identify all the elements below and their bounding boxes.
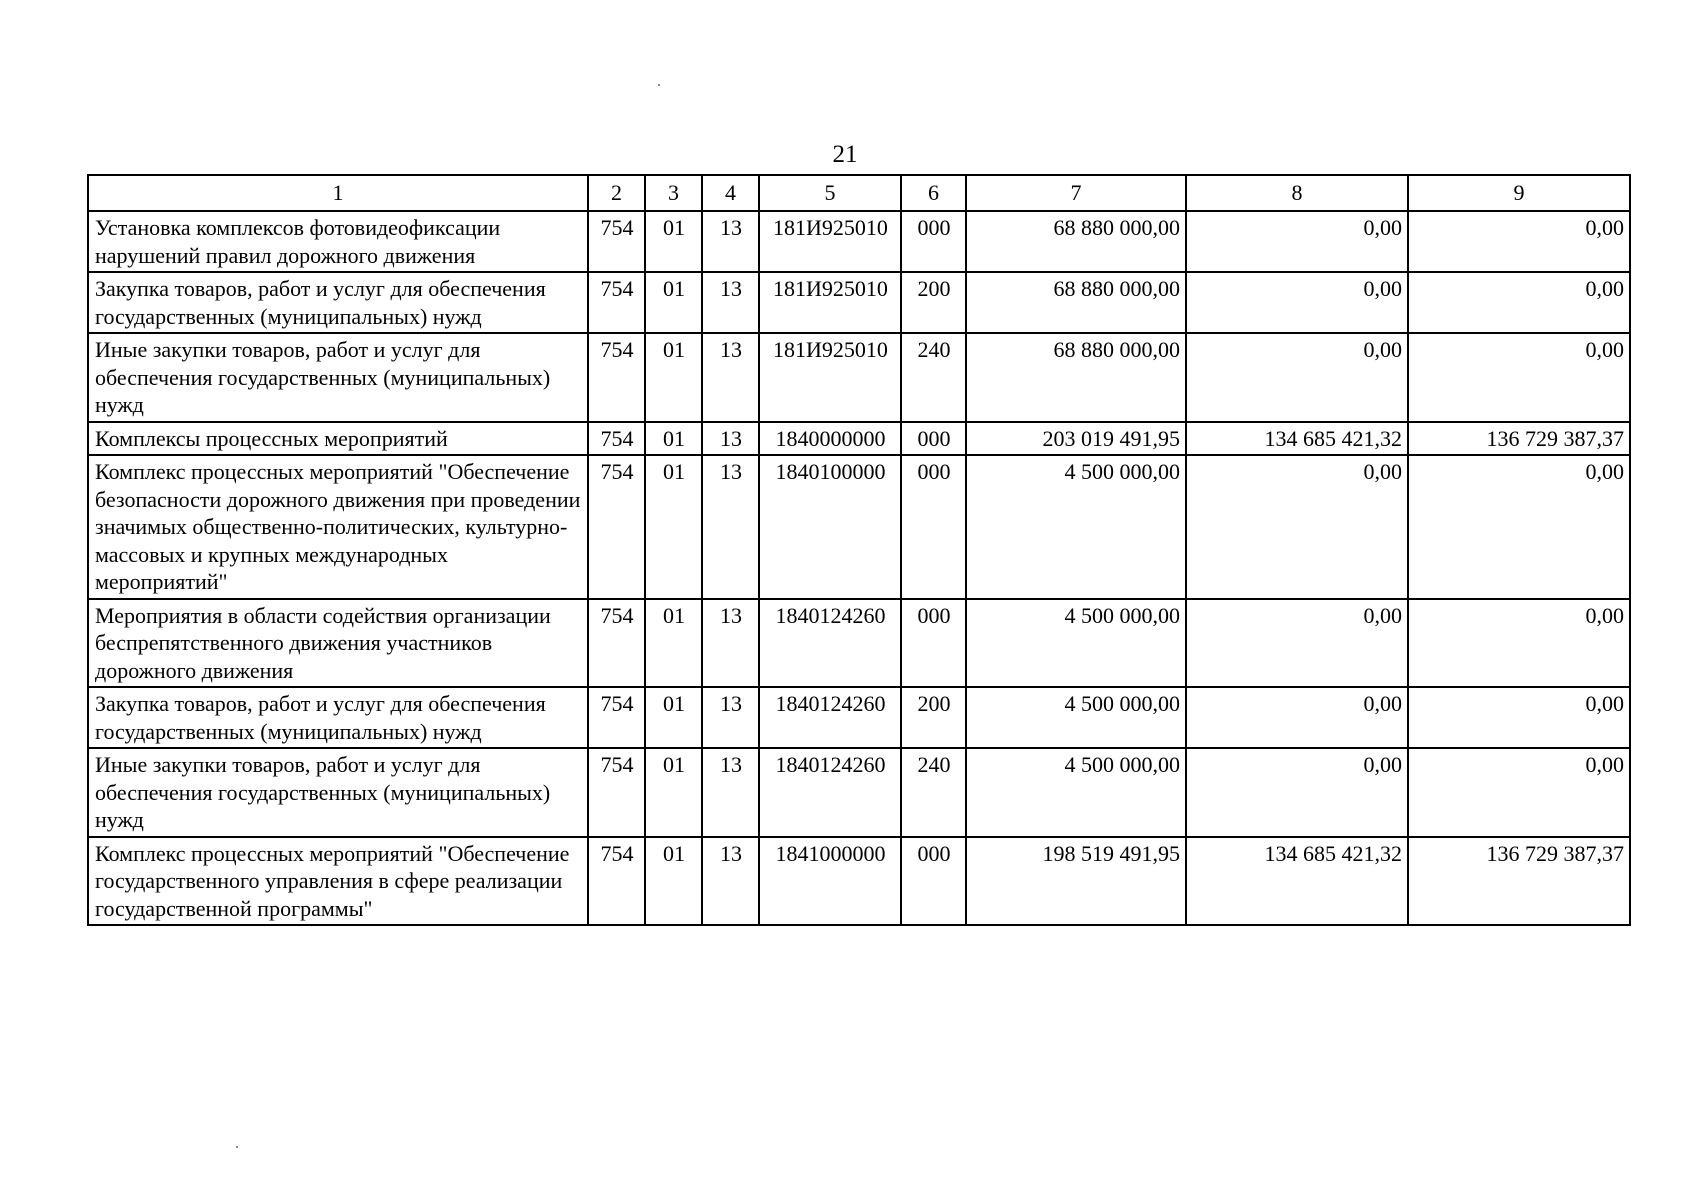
row-code-ministry: 754 [588,455,645,599]
row-code-expense-type: 200 [901,687,966,748]
row-code-section: 01 [645,837,702,926]
row-amount-col8: 0,00 [1186,272,1408,333]
table-row [88,599,1630,688]
table-row [88,211,1630,272]
row-code-expense-type: 240 [901,748,966,837]
row-amount-col9: 0,00 [1408,455,1630,599]
row-amount-col9: 0,00 [1408,211,1630,272]
scan-speck [236,1146,238,1148]
row-amount-col9: 136 729 387,37 [1408,837,1630,926]
row-amount-col9: 0,00 [1408,272,1630,333]
table-row [88,687,1630,748]
row-name: Иные закупки товаров, работ и услуг для обеспечения государственных (муниципальных) нужд [88,333,588,422]
row-amount-col7: 4 500 000,00 [966,455,1186,599]
row-code-subsection: 13 [702,599,759,688]
row-code-ministry: 754 [588,837,645,926]
row-amount-col7: 68 880 000,00 [966,333,1186,422]
row-name: Установка комплексов фотовидеофиксации нарушений правил дорожного движения [88,211,588,272]
row-code-subsection: 13 [702,422,759,456]
row-code-target: 181И925010 [759,211,901,272]
row-code-section: 01 [645,748,702,837]
row-amount-col9: 0,00 [1408,687,1630,748]
column-header-5: 5 [759,175,901,211]
table-row [88,422,1630,456]
row-code-expense-type: 000 [901,211,966,272]
row-name: Комплекс процессных мероприятий "Обеспечение безопасности дорожного движения при проведении значимых общественно-политических, культурно-массовых и крупных международных мероприятий" [88,455,588,599]
row-amount-col7: 68 880 000,00 [966,272,1186,333]
row-amount-col8: 134 685 421,32 [1186,837,1408,926]
row-code-subsection: 13 [702,687,759,748]
row-code-ministry: 754 [588,687,645,748]
row-code-target: 181И925010 [759,272,901,333]
column-header-1: 1 [88,175,588,211]
row-code-expense-type: 000 [901,599,966,688]
row-code-ministry: 754 [588,599,645,688]
table-row [88,748,1630,837]
column-header-7: 7 [966,175,1186,211]
row-code-expense-type: 000 [901,422,966,456]
row-code-target: 181И925010 [759,333,901,422]
row-code-ministry: 754 [588,748,645,837]
budget-table [87,174,1631,926]
scan-speck [658,84,660,86]
row-amount-col8: 0,00 [1186,455,1408,599]
column-number-header-row [88,175,1630,211]
row-code-section: 01 [645,272,702,333]
column-header-9: 9 [1408,175,1630,211]
column-header-8: 8 [1186,175,1408,211]
row-code-subsection: 13 [702,455,759,599]
table-row [88,272,1630,333]
row-code-section: 01 [645,333,702,422]
row-name: Иные закупки товаров, работ и услуг для обеспечения государственных (муниципальных) нужд [88,748,588,837]
row-amount-col7: 68 880 000,00 [966,211,1186,272]
row-amount-col8: 0,00 [1186,748,1408,837]
row-code-target: 1840124260 [759,748,901,837]
table-row [88,837,1630,926]
row-code-ministry: 754 [588,333,645,422]
column-header-6: 6 [901,175,966,211]
row-amount-col7: 4 500 000,00 [966,599,1186,688]
row-code-subsection: 13 [702,272,759,333]
row-amount-col9: 0,00 [1408,748,1630,837]
page-number: 21 [832,141,858,168]
row-amount-col8: 134 685 421,32 [1186,422,1408,456]
column-header-4: 4 [702,175,759,211]
row-code-expense-type: 000 [901,837,966,926]
row-code-ministry: 754 [588,211,645,272]
row-code-subsection: 13 [702,211,759,272]
row-amount-col7: 198 519 491,95 [966,837,1186,926]
table-row [88,333,1630,422]
row-code-section: 01 [645,422,702,456]
row-amount-col9: 0,00 [1408,599,1630,688]
row-code-section: 01 [645,599,702,688]
row-code-target: 1841000000 [759,837,901,926]
row-amount-col8: 0,00 [1186,211,1408,272]
row-code-ministry: 754 [588,272,645,333]
row-name: Комплексы процессных мероприятий [88,422,588,456]
row-code-expense-type: 200 [901,272,966,333]
row-code-subsection: 13 [702,748,759,837]
row-code-expense-type: 000 [901,455,966,599]
row-code-ministry: 754 [588,422,645,456]
row-amount-col7: 4 500 000,00 [966,748,1186,837]
row-amount-col7: 203 019 491,95 [966,422,1186,456]
row-amount-col8: 0,00 [1186,687,1408,748]
column-header-3: 3 [645,175,702,211]
row-name: Закупка товаров, работ и услуг для обеспечения государственных (муниципальных) нужд [88,272,588,333]
row-code-section: 01 [645,455,702,599]
row-name: Закупка товаров, работ и услуг для обеспечения государственных (муниципальных) нужд [88,687,588,748]
row-code-section: 01 [645,687,702,748]
row-code-subsection: 13 [702,333,759,422]
row-amount-col8: 0,00 [1186,333,1408,422]
row-code-section: 01 [645,211,702,272]
row-name: Мероприятия в области содействия организации беспрепятственного движения участников дорожного движения [88,599,588,688]
row-code-expense-type: 240 [901,333,966,422]
row-code-target: 1840124260 [759,599,901,688]
row-code-target: 1840000000 [759,422,901,456]
row-amount-col9: 136 729 387,37 [1408,422,1630,456]
row-code-target: 1840100000 [759,455,901,599]
column-header-2: 2 [588,175,645,211]
row-code-subsection: 13 [702,837,759,926]
row-amount-col8: 0,00 [1186,599,1408,688]
row-amount-col9: 0,00 [1408,333,1630,422]
row-code-target: 1840124260 [759,687,901,748]
row-name: Комплекс процессных мероприятий "Обеспечение государственного управления в сфере реализации государственной программы" [88,837,588,926]
table-row [88,455,1630,599]
row-amount-col7: 4 500 000,00 [966,687,1186,748]
